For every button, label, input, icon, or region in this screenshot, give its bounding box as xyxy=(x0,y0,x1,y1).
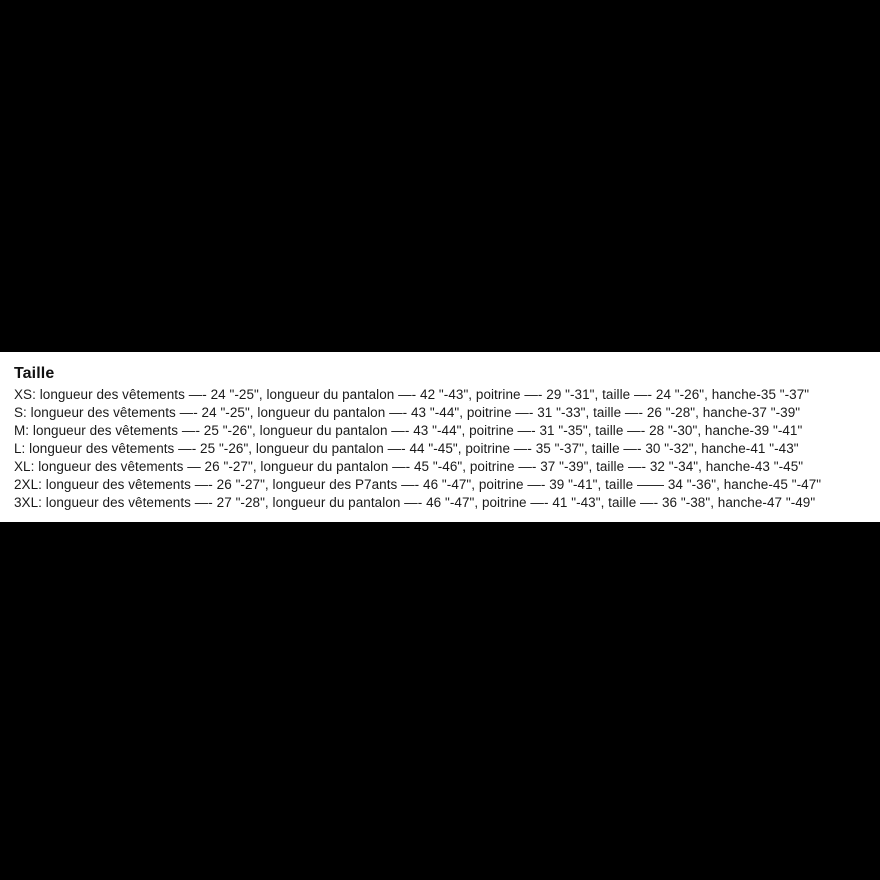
list-item: S: longueur des vêtements —- 24 "-25", longueur du pantalon —- 43 "-44", poitrine —- 31 "-33", taille —- 26 "-28", hanche-37 "-39" xyxy=(14,405,801,420)
list-item: XL: longueur des vêtements — 26 "-27", longueur du pantalon —- 45 "-46", poitrine —- 37 "-39", taille —- 32 "-34", hanche-43 "-45" xyxy=(14,459,804,474)
list-item: 3XL: longueur des vêtements —- 27 "-28", longueur du pantalon —- 46 "-47", poitrine —- 41 "-43", taille —- 36 "-38", hanche-47 "-49" xyxy=(14,495,816,510)
size-chart-panel xyxy=(0,352,880,522)
top-black-band xyxy=(0,0,880,352)
page-title: Taille xyxy=(14,365,55,382)
list-item: 2XL: longueur des vêtements —- 26 "-27", longueur des P7ants —- 46 "-47", poitrine —- 39 "-41", taille —— 34 "-36", hanche-45 "-47" xyxy=(14,477,822,492)
bottom-black-band xyxy=(0,522,880,880)
list-item: M: longueur des vêtements —- 25 "-26", longueur du pantalon —- 43 "-44", poitrine —- 31 "-35", taille —- 28 "-30", hanche-39 "-41" xyxy=(14,423,803,438)
list-item: XS: longueur des vêtements —- 24 "-25", longueur du pantalon —- 42 "-43", poitrine —- 29 "-31", taille —- 24 "-26", hanche-35 "-37" xyxy=(14,387,810,402)
list-item: L: longueur des vêtements —- 25 "-26", longueur du pantalon —- 44 "-45", poitrine —- 35 "-37", taille —- 30 "-32", hanche-41 "-43" xyxy=(14,441,799,456)
size-list xyxy=(14,386,866,512)
